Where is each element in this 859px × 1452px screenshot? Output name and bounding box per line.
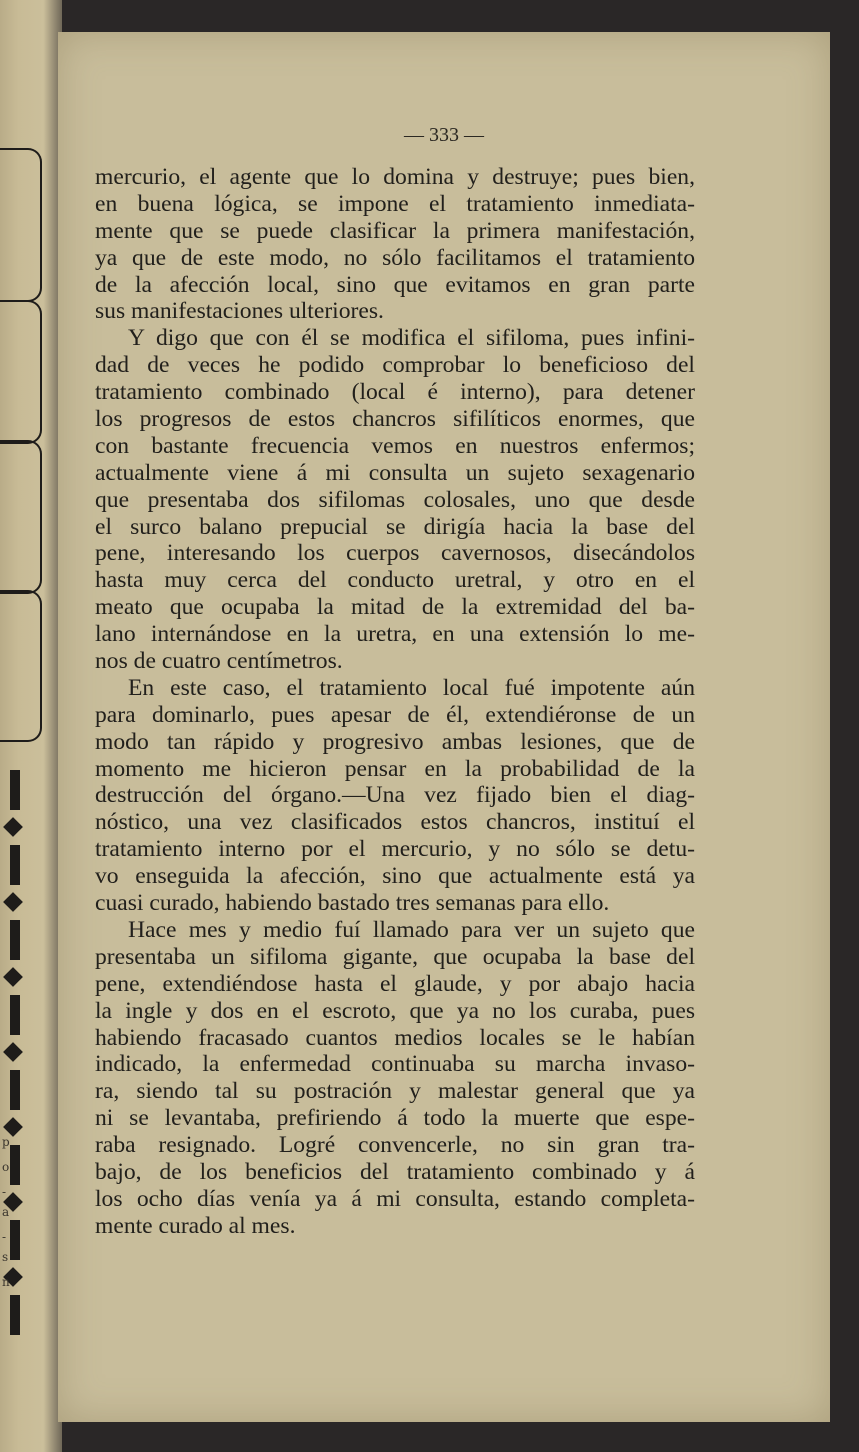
spine-ornament-bar [10,1145,20,1185]
text-line: mente curado al mes. [95,1212,296,1239]
text-line: los progresos de estos chancros sifilíticos enormes, que [95,406,695,433]
text-line: para dominarlo, pues apesar de él, extendiéronse de un [95,701,695,728]
text-line: lano internándose en la uretra, en una extensión lo me- [95,621,695,648]
text-line: Y digo que con él se modifica el sifiloma, pues infini- [128,325,695,352]
text-line: pene, extendiéndose hasta el glaude, y por abajo hacia [95,970,695,997]
spine-letter: a [2,1205,10,1219]
spine-ornament-bar [10,1295,20,1335]
text-line: tratamiento interno por el mercurio, y no sólo se detu- [95,836,695,863]
text-line: que presentaba dos sifilomas colosales, uno que desde [95,486,695,513]
text-line: cuasi curado, habiendo bastado tres semanas para ello. [95,890,610,917]
text-line: raba resignado. Logré convencerle, no sin gran tra- [95,1132,695,1159]
spine-ornament-bar [10,1070,20,1110]
text-line: modo tan rápido y progresivo ambas lesiones, que de [95,728,695,755]
spine-letter: p [2,1135,10,1149]
spine-ornament-frame [0,440,42,594]
spine-ornament-frame [0,300,42,444]
spine-ornament-diamond [3,967,23,987]
text-line: habiendo fracasado cuantos medios locales se le habían [95,1024,695,1051]
text-line: el surco balano prepucial se dirigía hacia la base del [95,513,695,540]
text-line: pene, interesando los cuerpos cavernosos, disecándolos [95,540,695,567]
book-page [58,32,830,1422]
text-line: ni se levantaba, prefiriendo á todo la muerte que espe- [95,1105,695,1132]
text-line: nóstico, una vez clasificados estos chancros, instituí el [95,809,695,836]
adjacent-book-spine [0,0,62,1452]
spine-letter: o [2,1160,10,1174]
text-line: ra, siendo tal su postración y malestar general que ya [95,1078,695,1105]
text-line: mente que se puede clasificar la primera manifestación, [95,217,695,244]
text-line: mercurio, el agente que lo domina y destruye; pues bien, [95,164,695,190]
spine-ornament-bar [10,920,20,960]
text-line: En este caso, el tratamiento local fué impotente aún [128,674,695,701]
text-line: presentaba un sifiloma gigante, que ocupaba la base del [95,943,695,970]
spine-ornament-bar [10,770,20,810]
spine-ornament-diamond [3,1117,23,1137]
spine-ornament-bar [10,1220,20,1260]
spine-letter: - [2,1185,7,1199]
text-line: momento me hicieron pensar en la probabilidad de la [95,755,695,782]
text-line: tratamiento combinado (local é interno), para detener [95,379,695,406]
text-line: indicado, la enfermedad continuaba su marcha invaso- [95,1051,695,1078]
spine-ornament-diamond [3,817,23,837]
page-number: — 333 — [404,124,484,146]
spine-ornament-frame [0,590,42,742]
spine-letter: n [2,1275,10,1289]
body-text [95,164,695,1240]
text-line: ya que de este modo, no sólo facilitamos el tratamiento [95,244,695,271]
text-line: dad de veces he podido comprobar lo beneficioso del [95,352,695,379]
text-line: sus manifestaciones ulteriores. [95,298,384,325]
text-line: meato que ocupaba la mitad de la extremidad del ba- [95,594,695,621]
text-line: con bastante frecuencia vemos en nuestros enfermos; [95,432,695,459]
spine-ornament-bar [10,995,20,1035]
spine-letter: s [2,1250,9,1264]
text-line: destrucción del órgano.—Una vez fijado bien el diag- [95,782,695,809]
text-line: hasta muy cerca del conducto uretral, y otro en el [95,567,695,594]
text-line: nos de cuatro centímetros. [95,648,343,675]
spine-ornament-frame [0,148,42,302]
spine-ornament-diamond [3,892,23,912]
text-line: Hace mes y medio fuí llamado para ver un sujeto que [128,916,695,943]
text-line: los ocho días venía ya á mi consulta, estando completa- [95,1185,695,1212]
text-line: actualmente viene á mi consulta un sujeto sexagenario [95,459,695,486]
text-line: en buena lógica, se impone el tratamiento inmediata- [95,190,695,217]
spine-letter: - [2,1230,7,1244]
text-line: de la afección local, sino que evitamos en gran parte [95,271,695,298]
spine-ornament-diamond [3,1042,23,1062]
text-line: la ingle y dos en el escroto, que ya no los curaba, pues [95,997,695,1024]
text-line: vo enseguida la afección, sino que actualmente está ya [95,863,695,890]
text-line: bajo, de los beneficios del tratamiento combinado y á [95,1158,695,1185]
spine-ornament-bar [10,845,20,885]
